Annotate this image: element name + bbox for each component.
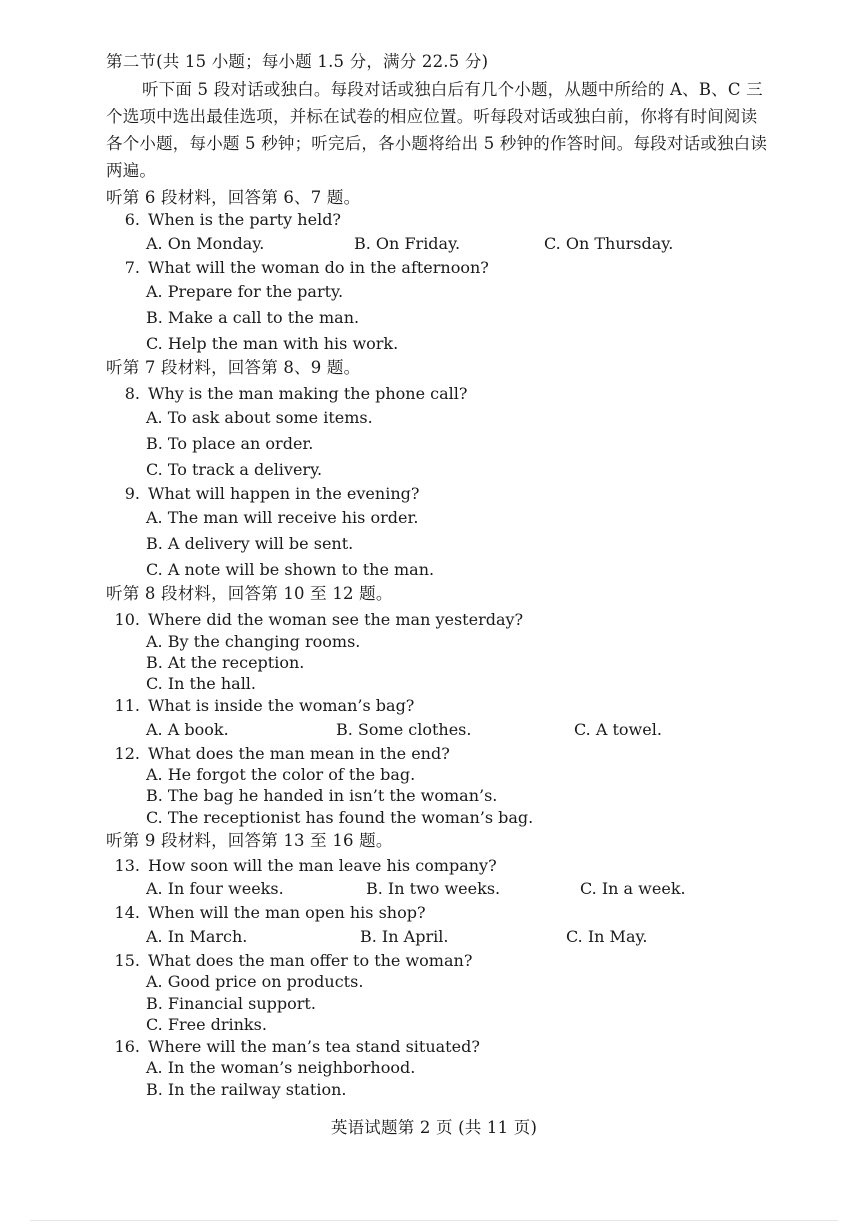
option-c[interactable]: C. In the hall. (146, 674, 257, 693)
question-text: What is inside the woman’s bag? (148, 696, 415, 715)
option-b[interactable]: B. Financial support. (146, 994, 316, 1013)
question-13 (106, 856, 497, 876)
option-c[interactable]: C. In a week. (580, 879, 686, 898)
question-text: What does the man mean in the end? (148, 744, 450, 763)
option-b[interactable]: B. On Friday. (354, 234, 461, 253)
group-heading: 听第 7 段材料，回答第 8、9 题。 (106, 358, 361, 377)
question-7 (106, 258, 489, 278)
question-number: 9. (124, 484, 140, 503)
question-text: What does the man offer to the woman? (148, 951, 473, 970)
question-text: Where will the man’s tea stand situated? (148, 1037, 480, 1056)
option-b[interactable]: B. In the railway station. (146, 1080, 347, 1099)
option-b[interactable]: B. The bag he handed in isn’t the woman’s. (146, 786, 498, 805)
option-b[interactable]: B. A delivery will be sent. (146, 534, 354, 553)
option-c[interactable]: C. On Thursday. (544, 234, 674, 253)
option-c[interactable]: C. The receptionist has found the woman’s bag. (146, 808, 534, 827)
option-c[interactable]: C. Free drinks. (146, 1015, 267, 1034)
option-c[interactable]: C. To track a delivery. (146, 460, 323, 479)
option-a[interactable]: A. In the woman’s neighborhood. (146, 1058, 416, 1077)
question-10 (106, 610, 523, 630)
question-text: Why is the man making the phone call? (148, 384, 468, 403)
option-c[interactable]: C. Help the man with his work. (146, 334, 399, 353)
question-text: What will happen in the evening? (148, 484, 420, 503)
option-b[interactable]: B. In two weeks. (366, 879, 501, 898)
question-number: 7. (124, 258, 140, 277)
question-number: 16. (114, 1037, 140, 1056)
option-b[interactable]: B. Some clothes. (336, 720, 472, 739)
question-number: 14. (114, 903, 140, 922)
option-b[interactable]: B. At the reception. (146, 653, 305, 672)
instruction-line: 听下面 5 段对话或独白。每段对话或独白后有几个小题，从题中所给的 A、B、C 三 (142, 80, 763, 99)
instruction-line: 个选项中选出最佳选项，并标在试卷的相应位置。听每段对话或独白前，你将有时间阅读 (106, 107, 758, 126)
page-footer: 英语试题第 2 页 (共 11 页) (330, 1118, 538, 1137)
group-heading: 听第 6 段材料，回答第 6、7 题。 (106, 188, 361, 207)
question-number: 6. (124, 210, 140, 229)
question-number: 10. (114, 610, 140, 629)
instruction-line: 两遍。 (106, 161, 157, 180)
option-b[interactable]: B. Make a call to the man. (146, 308, 360, 327)
question-text: When will the man open his shop? (148, 903, 426, 922)
instruction-line: 各个小题，每小题 5 秒钟；听完后，各小题将给出 5 秒钟的作答时间。每段对话或独白读 (106, 134, 768, 153)
option-a[interactable]: A. He forgot the color of the bag. (146, 765, 416, 784)
question-15 (106, 951, 472, 971)
question-number: 11. (114, 696, 140, 715)
option-a[interactable]: A. By the changing rooms. (146, 632, 361, 651)
question-number: 12. (114, 744, 140, 763)
option-a[interactable]: A. Prepare for the party. (146, 282, 344, 301)
question-text: Where did the woman see the man yesterday? (148, 610, 524, 629)
option-c[interactable]: C. A towel. (574, 720, 662, 739)
question-number: 15. (114, 951, 140, 970)
option-b[interactable]: B. In April. (360, 927, 449, 946)
question-text: When is the party held? (148, 210, 342, 229)
option-a[interactable]: A. In March. (146, 927, 248, 946)
option-c[interactable]: C. A note will be shown to the man. (146, 560, 435, 579)
question-8 (106, 384, 467, 404)
option-a[interactable]: A. A book. (146, 720, 229, 739)
option-c[interactable]: C. In May. (566, 927, 648, 946)
question-12 (106, 744, 450, 764)
bottom-divider (30, 1220, 838, 1221)
question-text: How soon will the man leave his company? (148, 856, 497, 875)
option-a[interactable]: A. Good price on products. (146, 972, 364, 991)
question-number: 8. (124, 384, 140, 403)
question-text: What will the woman do in the afternoon? (148, 258, 489, 277)
option-b[interactable]: B. To place an order. (146, 434, 314, 453)
group-heading: 听第 9 段材料，回答第 13 至 16 题。 (106, 831, 393, 850)
group-heading: 听第 8 段材料，回答第 10 至 12 题。 (106, 584, 393, 603)
question-number: 13. (114, 856, 140, 875)
question-16 (106, 1037, 480, 1057)
option-a[interactable]: A. In four weeks. (146, 879, 284, 898)
option-a[interactable]: A. The man will receive his order. (146, 508, 419, 527)
question-14 (106, 903, 426, 923)
question-11 (106, 696, 414, 716)
question-9 (106, 484, 419, 504)
question-6 (106, 210, 341, 230)
option-a[interactable]: A. To ask about some items. (146, 408, 373, 427)
section-title: 第二节(共 15 小题；每小题 1.5 分，满分 22.5 分) (106, 52, 489, 71)
option-a[interactable]: A. On Monday. (146, 234, 265, 253)
